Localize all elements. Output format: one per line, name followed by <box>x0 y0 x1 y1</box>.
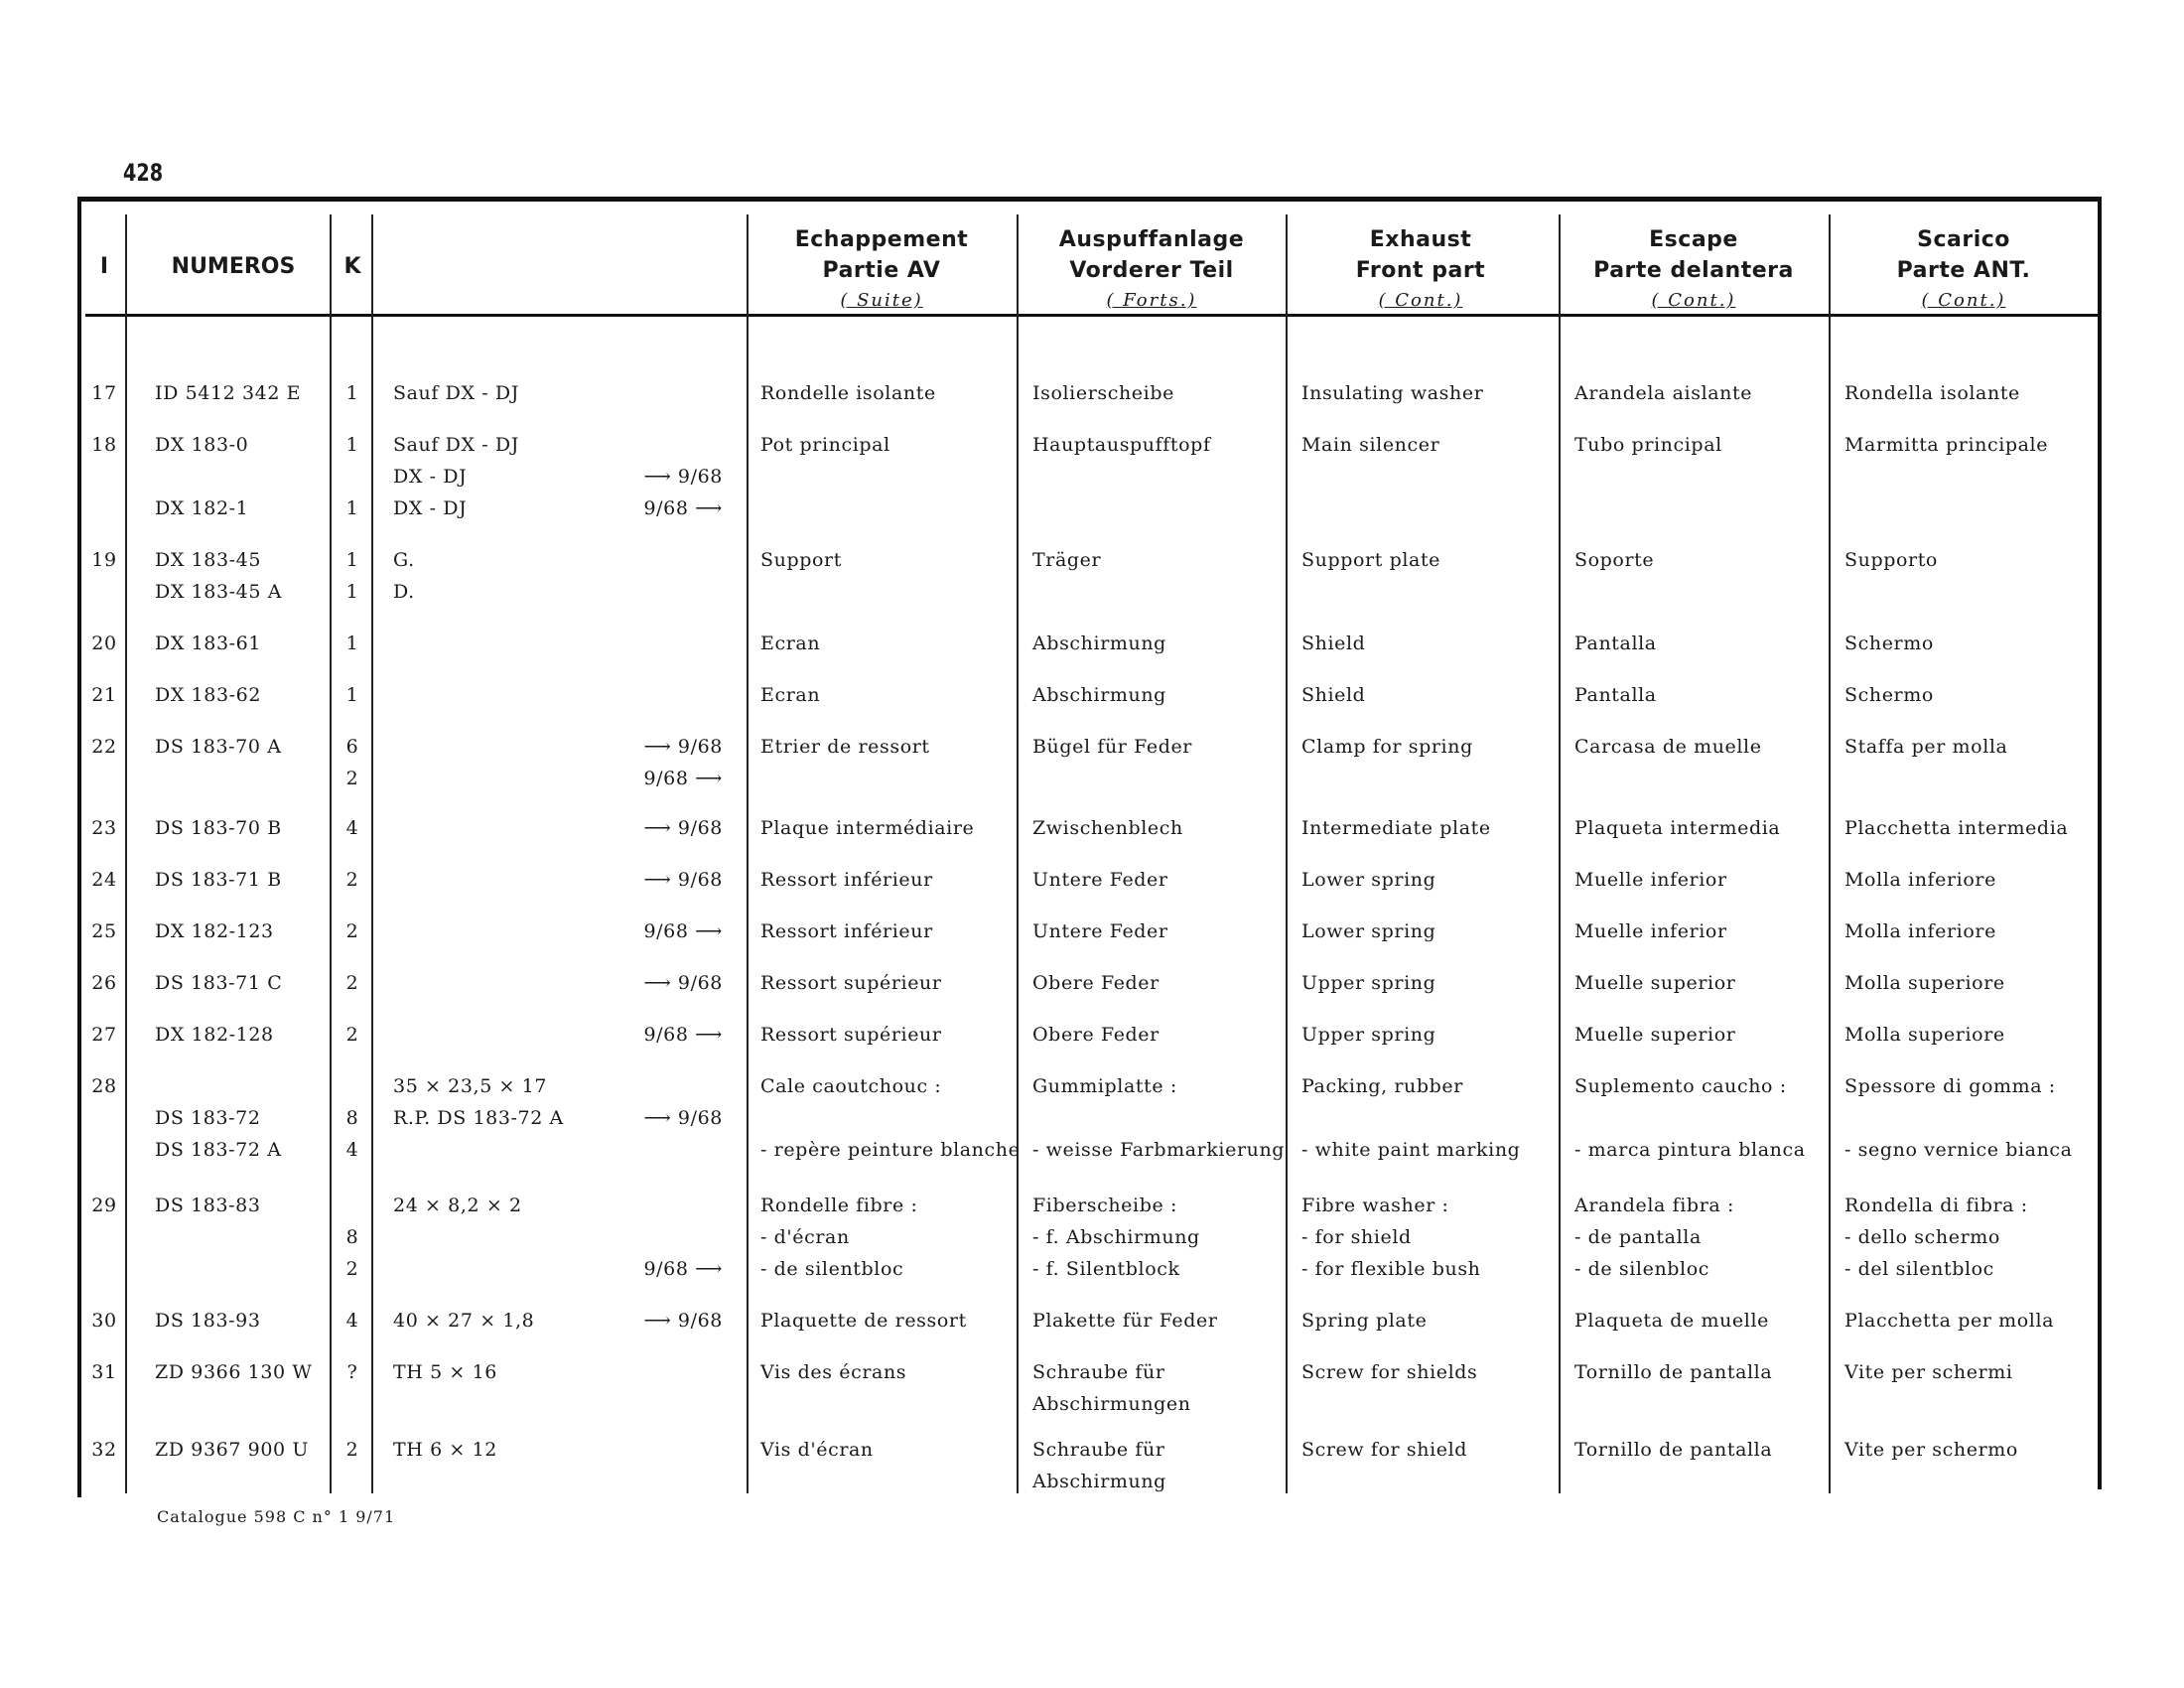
quantity: 4 <box>345 1310 359 1332</box>
header-language-4 <box>1833 224 2095 316</box>
label-de: Bügel für Feder <box>1032 736 1192 758</box>
row-index: 32 <box>91 1439 117 1461</box>
label-de: Zwischenblech <box>1032 817 1183 839</box>
header-index: I <box>99 254 109 279</box>
remark: 24 × 8,2 × 2 <box>393 1195 522 1216</box>
label-en: Lower spring <box>1301 869 1436 891</box>
header-language-continuation: ( Cont.) <box>1921 290 2006 311</box>
label-it: Molla superiore <box>1844 1024 2005 1046</box>
quantity: 2 <box>345 920 359 942</box>
quantity: 8 <box>345 1226 359 1248</box>
label-en: - for flexible bush <box>1301 1258 1481 1280</box>
part-number: DX 182-123 <box>155 920 274 942</box>
label-it: Staffa per molla <box>1844 736 2008 758</box>
date-change: ⟶ 9/68 <box>643 817 723 839</box>
header-language-subtitle: Partie AV <box>822 258 941 283</box>
quantity: ? <box>346 1361 358 1383</box>
label-de: Untere Feder <box>1032 920 1168 942</box>
date-change: 9/68 ⟶ <box>643 920 723 942</box>
label-fr: Ressort inférieur <box>760 920 933 942</box>
part-number: DS 183-72 A <box>155 1139 282 1161</box>
label-it: - segno vernice bianca <box>1844 1139 2073 1161</box>
label-en: Shield <box>1301 633 1366 654</box>
divider-it <box>1829 214 1831 1493</box>
header-language-continuation: ( Cont.) <box>1651 290 1736 311</box>
date-change: ⟶ 9/68 <box>643 736 723 758</box>
date-change: 9/68 ⟶ <box>643 1258 723 1280</box>
row-index: 19 <box>91 549 117 571</box>
header-language-title: Exhaust <box>1369 227 1472 252</box>
row-index: 24 <box>91 869 117 891</box>
quantity: 4 <box>345 1139 359 1161</box>
header-language-title: Auspuffanlage <box>1058 227 1245 252</box>
label-es: Plaqueta de muelle <box>1574 1310 1769 1332</box>
remark: TH 5 × 16 <box>393 1361 497 1383</box>
quantity: 1 <box>345 497 359 519</box>
label-it: Vite per schermi <box>1844 1361 2013 1383</box>
header-language-continuation: ( Suite) <box>840 290 923 311</box>
label-de: Isolierscheibe <box>1032 382 1174 404</box>
label-fr: Vis d'écran <box>760 1439 874 1461</box>
label-es: Muelle superior <box>1574 972 1736 994</box>
remark: Sauf DX - DJ <box>393 434 519 456</box>
quantity: 2 <box>345 768 359 789</box>
label-it: Placchetta per molla <box>1844 1310 2055 1332</box>
row-index: 20 <box>91 633 117 654</box>
header-language-subtitle: Front part <box>1355 258 1486 283</box>
remark: DX - DJ <box>393 497 468 519</box>
label-it: Supporto <box>1844 549 1938 571</box>
quantity: 1 <box>345 549 359 571</box>
label-en: Insulating washer <box>1301 382 1484 404</box>
header-language-2 <box>1290 224 1552 316</box>
label-es: - de silenbloc <box>1574 1258 1710 1280</box>
label-es: - de pantalla <box>1574 1226 1702 1248</box>
quantity: 2 <box>345 1439 359 1461</box>
label-en: Lower spring <box>1301 920 1436 942</box>
label-de: Abschirmungen <box>1032 1393 1191 1415</box>
label-en: Spring plate <box>1301 1310 1428 1332</box>
label-it: - dello schermo <box>1844 1226 2000 1248</box>
label-es: Tornillo de pantalla <box>1574 1439 1773 1461</box>
label-en: Intermediate plate <box>1301 817 1491 839</box>
header-language-title: Escape <box>1649 227 1738 252</box>
row-index: 28 <box>91 1075 117 1097</box>
header-language-3 <box>1563 224 1825 316</box>
quantity: 1 <box>345 581 359 603</box>
header-language-0 <box>751 224 1013 316</box>
label-es: Plaqueta intermedia <box>1574 817 1781 839</box>
label-es: Pantalla <box>1574 633 1657 654</box>
label-es: Tubo principal <box>1574 434 1722 456</box>
divider-en <box>1286 214 1288 1493</box>
quantity: 2 <box>345 869 359 891</box>
remark: 35 × 23,5 × 17 <box>393 1075 548 1097</box>
label-en: Upper spring <box>1301 972 1436 994</box>
row-index: 29 <box>91 1195 117 1216</box>
part-number: ID 5412 342 E <box>155 382 302 404</box>
row-index: 26 <box>91 972 117 994</box>
part-number: DS 183-70 B <box>155 817 282 839</box>
remark: R.P. DS 183-72 A <box>393 1107 564 1129</box>
table-right-rule <box>2098 197 2102 1489</box>
label-fr: - repère peinture blanche <box>760 1139 1021 1161</box>
remark: Sauf DX - DJ <box>393 382 519 404</box>
quantity: 2 <box>345 972 359 994</box>
label-de: - f. Silentblock <box>1032 1258 1180 1280</box>
label-fr: Rondelle isolante <box>760 382 936 404</box>
date-change: ⟶ 9/68 <box>643 869 723 891</box>
label-it: Schermo <box>1844 633 1934 654</box>
quantity: 1 <box>345 434 359 456</box>
row-index: 23 <box>91 817 117 839</box>
label-it: Molla superiore <box>1844 972 2005 994</box>
quantity: 1 <box>345 382 359 404</box>
label-es: - marca pintura blanca <box>1574 1139 1806 1161</box>
label-de: Gummiplatte : <box>1032 1075 1177 1097</box>
quantity: 8 <box>345 1107 359 1129</box>
date-change: 9/68 ⟶ <box>643 497 723 519</box>
label-fr: Vis des écrans <box>760 1361 907 1383</box>
quantity: 2 <box>345 1258 359 1280</box>
remark: DX - DJ <box>393 466 468 488</box>
label-fr: Etrier de ressort <box>760 736 930 758</box>
row-index: 27 <box>91 1024 117 1046</box>
row-index: 18 <box>91 434 117 456</box>
label-en: - white paint marking <box>1301 1139 1521 1161</box>
label-fr: Pot principal <box>760 434 890 456</box>
table-left-rule <box>77 197 81 1497</box>
label-fr: Ecran <box>760 684 821 706</box>
label-it: Molla inferiore <box>1844 920 1996 942</box>
quantity: 6 <box>345 736 359 758</box>
label-it: - del silentbloc <box>1844 1258 1994 1280</box>
date-change: ⟶ 9/68 <box>643 466 723 488</box>
label-en: Upper spring <box>1301 1024 1436 1046</box>
part-number: DX 183-0 <box>155 434 249 456</box>
label-en: Fibre washer : <box>1301 1195 1449 1216</box>
label-fr: Ressort supérieur <box>760 972 942 994</box>
quantity: 1 <box>345 633 359 654</box>
remark: G. <box>393 549 415 571</box>
date-change: ⟶ 9/68 <box>643 972 723 994</box>
header-language-subtitle: Vorderer Teil <box>1069 258 1234 283</box>
label-de: Plakette für Feder <box>1032 1310 1218 1332</box>
row-index: 21 <box>91 684 117 706</box>
part-number: DX 182-1 <box>155 497 249 519</box>
label-es: Muelle inferior <box>1574 920 1727 942</box>
label-en: - for shield <box>1301 1226 1412 1248</box>
label-fr: - d'écran <box>760 1226 850 1248</box>
label-es: Arandela aislante <box>1574 382 1753 404</box>
label-it: Schermo <box>1844 684 1934 706</box>
quantity: 1 <box>345 684 359 706</box>
label-en: Main silencer <box>1301 434 1440 456</box>
label-de: Obere Feder <box>1032 1024 1160 1046</box>
row-index: 22 <box>91 736 117 758</box>
catalogue-footer: Catalogue 598 C n° 1 9/71 <box>157 1507 396 1526</box>
label-en: Clamp for spring <box>1301 736 1473 758</box>
header-language-subtitle: Parte delantera <box>1593 258 1794 283</box>
divider-de <box>1017 214 1019 1493</box>
remark: 40 × 27 × 1,8 <box>393 1310 535 1332</box>
label-it: Rondella di fibra : <box>1844 1195 2028 1216</box>
label-de: Abschirmung <box>1032 684 1166 706</box>
label-es: Suplemento caucho : <box>1574 1075 1787 1097</box>
quantity: 2 <box>345 1024 359 1046</box>
quantity: 4 <box>345 817 359 839</box>
date-change: 9/68 ⟶ <box>643 1024 723 1046</box>
label-de: Abschirmung <box>1032 1471 1166 1492</box>
header-k: K <box>343 254 361 279</box>
part-number: DS 183-71 B <box>155 869 282 891</box>
divider-es <box>1559 214 1561 1493</box>
label-en: Support plate <box>1301 549 1441 571</box>
label-es: Tornillo de pantalla <box>1574 1361 1773 1383</box>
label-de: Obere Feder <box>1032 972 1160 994</box>
header-language-subtitle: Parte ANT. <box>1896 258 2031 283</box>
label-de: Abschirmung <box>1032 633 1166 654</box>
remark: TH 6 × 12 <box>393 1439 497 1461</box>
label-de: - weisse Farbmarkierung <box>1032 1139 1286 1161</box>
date-change: ⟶ 9/68 <box>643 1310 723 1332</box>
divider-numeros <box>330 214 332 1493</box>
label-es: Carcasa de muelle <box>1574 736 1762 758</box>
table-top-rule <box>77 197 2102 202</box>
label-en: Shield <box>1301 684 1366 706</box>
label-en: Screw for shield <box>1301 1439 1468 1461</box>
label-it: Molla inferiore <box>1844 869 1996 891</box>
label-fr: - de silentbloc <box>760 1258 904 1280</box>
label-de: Untere Feder <box>1032 869 1168 891</box>
part-number: DS 183-72 <box>155 1107 261 1129</box>
label-fr: Plaque intermédiaire <box>760 817 975 839</box>
header-language-title: Echappement <box>794 227 969 252</box>
header-language-title: Scarico <box>1917 227 2010 252</box>
label-es: Arandela fibra : <box>1574 1195 1734 1216</box>
part-number: DS 183-83 <box>155 1195 261 1216</box>
label-en: Packing, rubber <box>1301 1075 1463 1097</box>
divider-notes <box>747 214 749 1493</box>
label-fr: Plaquette de ressort <box>760 1310 967 1332</box>
remark: D. <box>393 581 415 603</box>
label-fr: Ecran <box>760 633 821 654</box>
label-fr: Support <box>760 549 842 571</box>
header-numeros: NUMEROS <box>171 254 296 279</box>
label-es: Soporte <box>1574 549 1655 571</box>
label-it: Spessore di gomma : <box>1844 1075 2056 1097</box>
row-index: 17 <box>91 382 117 404</box>
label-fr: Rondelle fibre : <box>760 1195 918 1216</box>
part-number: DS 183-93 <box>155 1310 261 1332</box>
header-language-continuation: ( Cont.) <box>1378 290 1463 311</box>
part-number: ZD 9366 130 W <box>155 1361 313 1383</box>
row-index: 30 <box>91 1310 117 1332</box>
label-es: Muelle superior <box>1574 1024 1736 1046</box>
part-number: DX 182-128 <box>155 1024 274 1046</box>
label-de: Träger <box>1032 549 1102 571</box>
label-it: Vite per schermo <box>1844 1439 2018 1461</box>
part-number: DX 183-62 <box>155 684 262 706</box>
page-number: 428 <box>123 159 164 187</box>
label-fr: Cale caoutchouc : <box>760 1075 942 1097</box>
label-es: Pantalla <box>1574 684 1657 706</box>
part-number: DX 183-45 A <box>155 581 283 603</box>
part-number: DX 183-45 <box>155 549 262 571</box>
divider-k <box>371 214 373 1493</box>
header-language-1 <box>1021 224 1283 316</box>
header-language-continuation: ( Forts.) <box>1106 290 1197 311</box>
label-es: Muelle inferior <box>1574 869 1727 891</box>
label-de: - f. Abschirmung <box>1032 1226 1200 1248</box>
part-number: DX 183-61 <box>155 633 262 654</box>
part-number: DS 183-71 C <box>155 972 283 994</box>
label-it: Rondella isolante <box>1844 382 2020 404</box>
label-fr: Ressort supérieur <box>760 1024 942 1046</box>
label-de: Fiberscheibe : <box>1032 1195 1177 1216</box>
divider-index <box>125 214 127 1493</box>
part-number: ZD 9367 900 U <box>155 1439 309 1461</box>
date-change: 9/68 ⟶ <box>643 768 723 789</box>
part-number: DS 183-70 A <box>155 736 282 758</box>
date-change: ⟶ 9/68 <box>643 1107 723 1129</box>
label-de: Schraube für <box>1032 1439 1165 1461</box>
row-index: 25 <box>91 920 117 942</box>
label-it: Marmitta principale <box>1844 434 2049 456</box>
label-de: Hauptauspufftopf <box>1032 434 1211 456</box>
label-it: Placchetta intermedia <box>1844 817 2069 839</box>
label-en: Screw for shields <box>1301 1361 1478 1383</box>
label-fr: Ressort inférieur <box>760 869 933 891</box>
label-de: Schraube für <box>1032 1361 1165 1383</box>
row-index: 31 <box>91 1361 117 1383</box>
